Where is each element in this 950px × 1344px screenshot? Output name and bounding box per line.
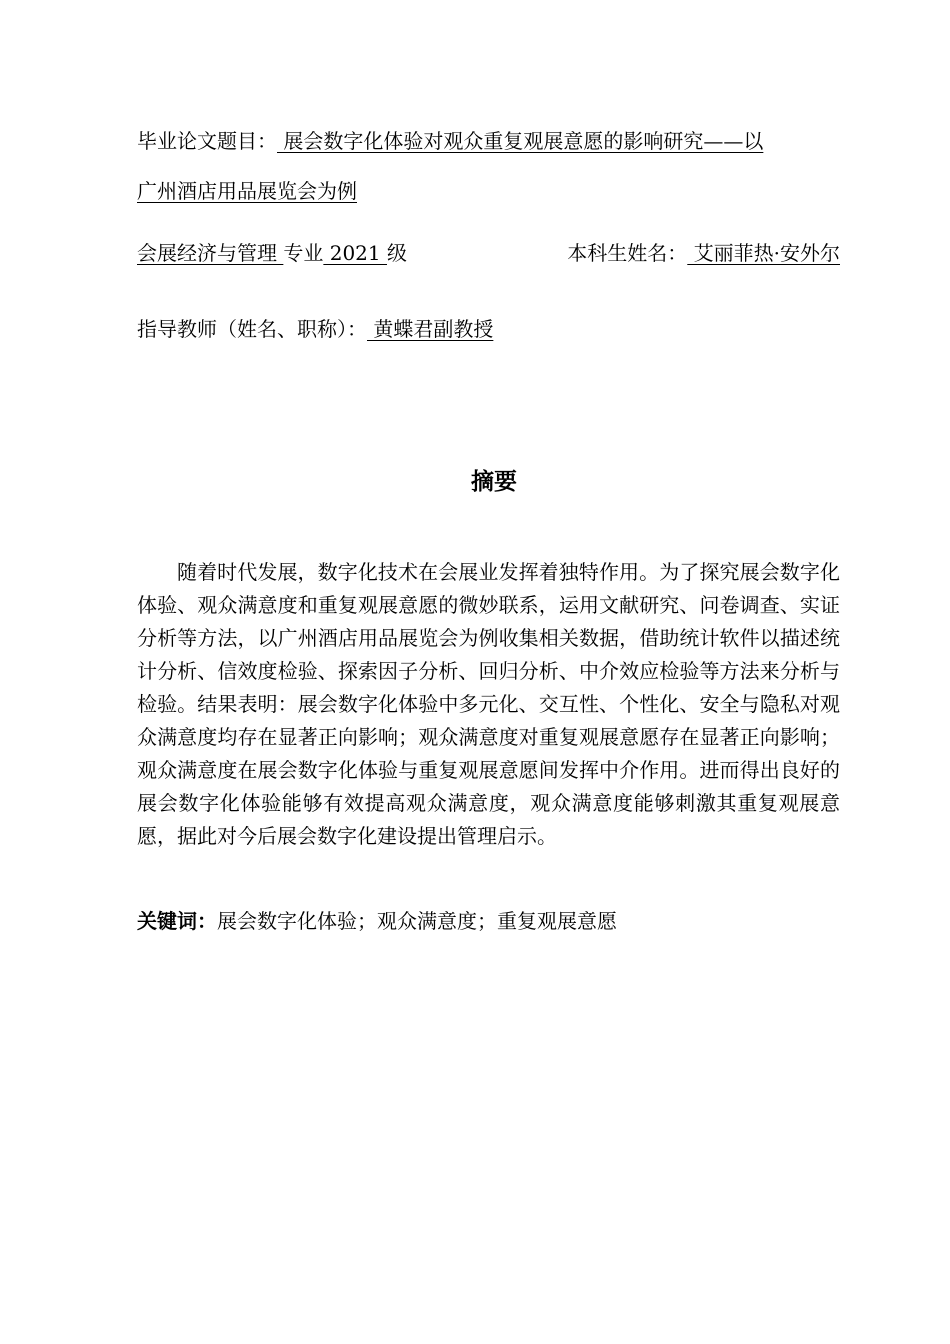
advisor-line xyxy=(137,314,493,344)
keywords-value: 展会数字化体验；观众满意度；重复观展意愿 xyxy=(217,909,617,933)
student-name-field xyxy=(567,238,840,268)
student-name-label: 本科生姓名： xyxy=(567,241,688,265)
student-info-line xyxy=(137,238,840,268)
thesis-title-label: 毕业论文题目： xyxy=(137,129,277,153)
advisor-value: 黄蝶君副教授 xyxy=(367,317,494,341)
keywords-label: 关键词： xyxy=(137,909,217,933)
thesis-title-text-1: 展会数字化体验对观众重复观展意愿的影响研究——以 xyxy=(277,129,764,153)
grade-suffix: 级 xyxy=(386,241,407,265)
abstract-heading: 摘要 xyxy=(471,469,517,495)
major-suffix: 专业 xyxy=(283,241,324,265)
major-value: 会展经济与管理 xyxy=(137,241,284,265)
abstract-body: 随着时代发展，数字化技术在会展业发挥着独特作用。为了探究展会数字化体验、观众满意度和重复观展意愿的微妙联系，运用文献研究、问卷调查、实证分析等方法，以广州酒店用品展览会为例收集相关数据，借助统计软件以描述统计分析、信效度检验、探索因子分析、回归分析、中介效应检验等方法来分析与检验。结果表明：展会数字化体验中多元化、交互性、个性化、安全与隐私对观众满意度均存在显著正向影响；观众满意度对重复观展意愿存在显著正向影响；观众满意度在展会数字化体验与重复观展意愿间发挥中介作用。进而得出良好的展会数字化体验能够有效提高观众满意度，观众满意度能够刺激其重复观展意愿，据此对今后展会数字化建设提出管理启示。 xyxy=(137,560,840,848)
student-name-value: 艾丽菲热·安外尔 xyxy=(687,241,840,265)
thesis-title-line-1 xyxy=(137,126,763,156)
keywords-line xyxy=(137,906,617,936)
thesis-title-text-2: 广州酒店用品展览会为例 xyxy=(137,179,357,203)
grade-value: 2021 xyxy=(323,241,387,265)
thesis-title-line-2 xyxy=(137,176,357,206)
advisor-label: 指导教师（姓名、职称）： xyxy=(137,317,367,341)
